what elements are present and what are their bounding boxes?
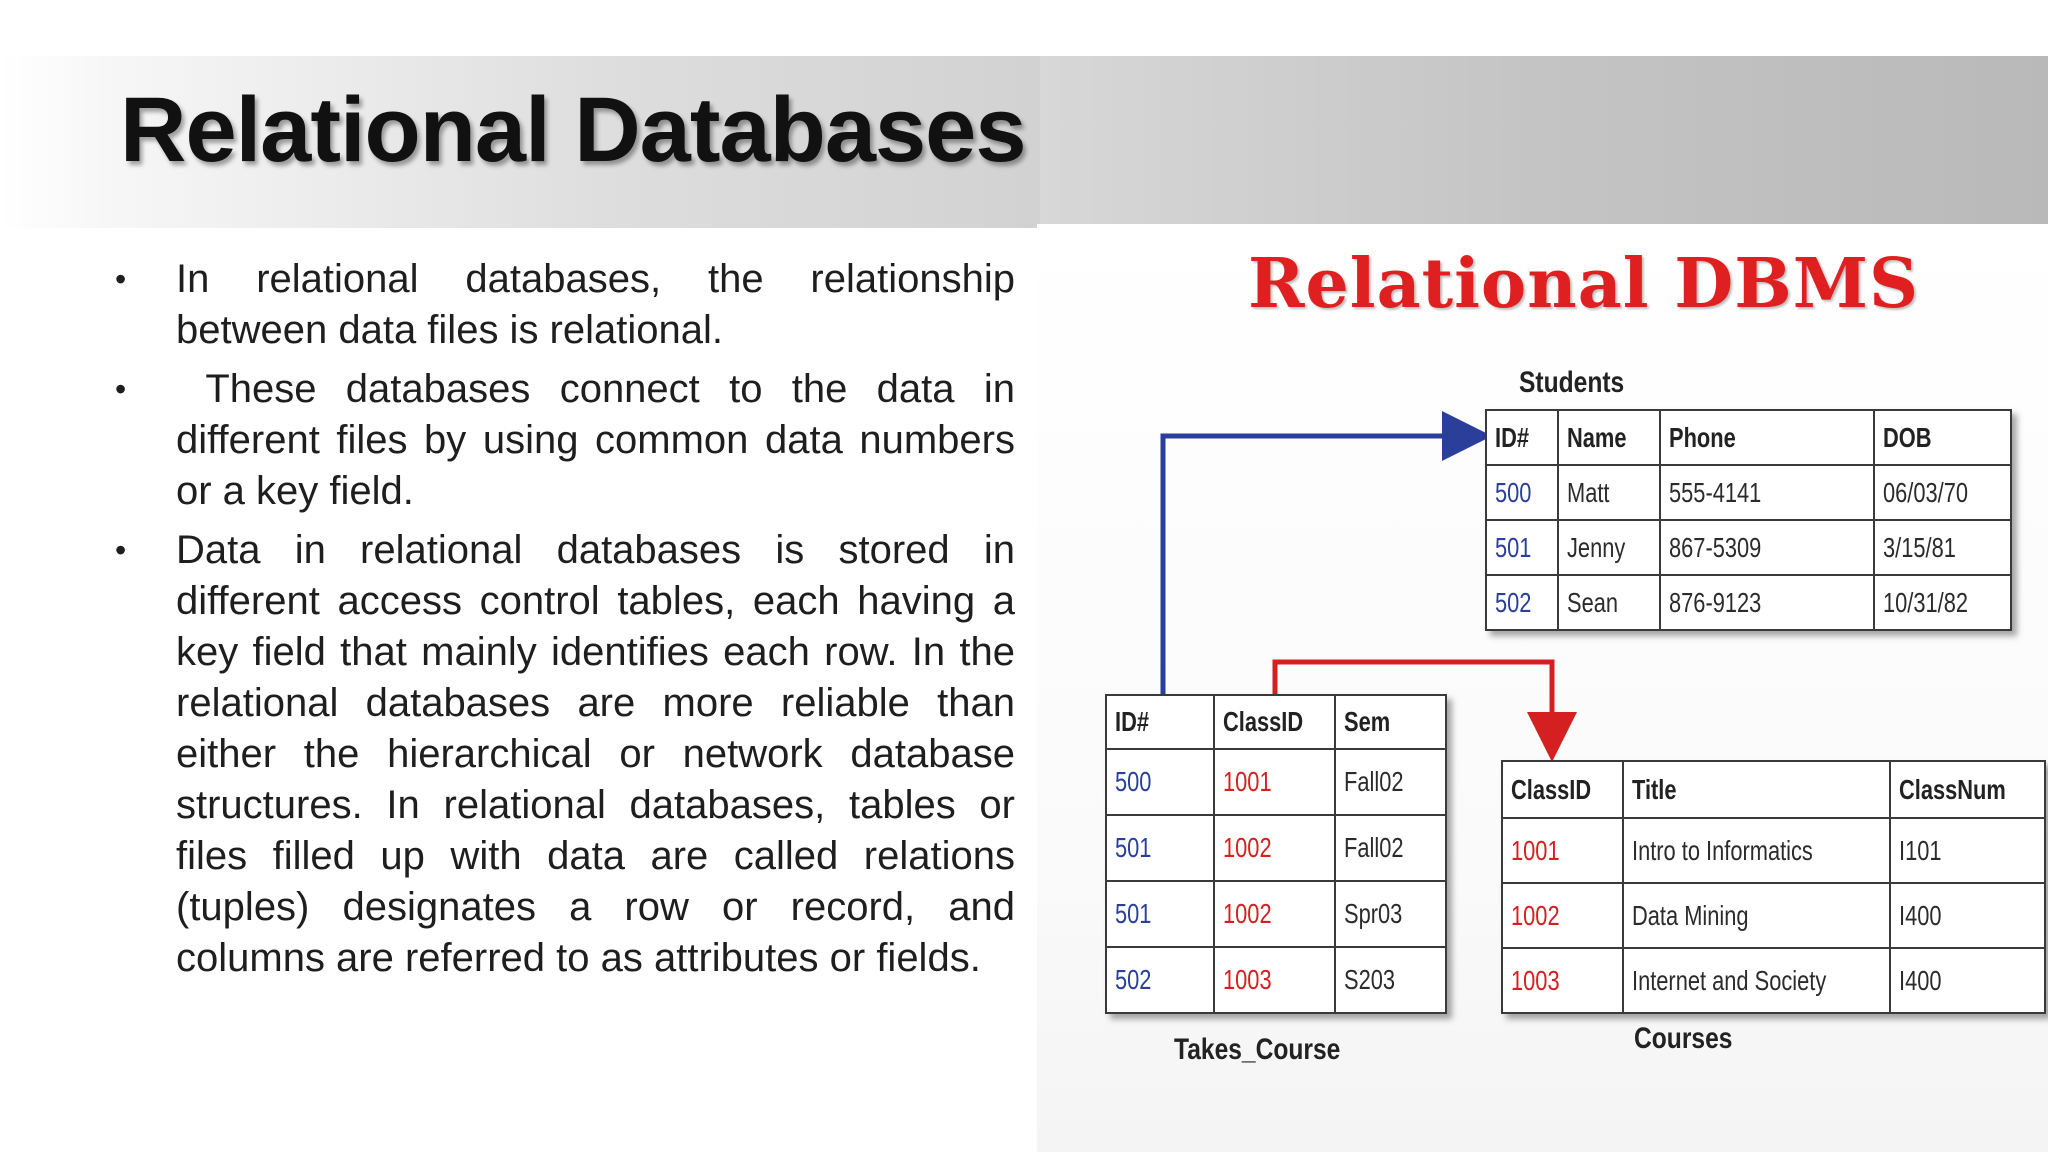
bullet-text: Data in relational databases is stored in different access control tables, each having a key field that mainly identifies each row. In the relational databases are more reliable than either the hierarchical or network database structures. In relational databases, tables or files filled up with data are called relations (tuples) designates a row or record, and columns are referred to as attributes or fields. (176, 528, 1015, 980)
table-row (1106, 749, 1446, 815)
table-header-row (1106, 695, 1446, 749)
table-cell: Matt (1558, 465, 1660, 520)
table-header-row (1502, 761, 2045, 818)
table-cell: 1002 (1502, 883, 1623, 948)
column-header: Sem (1335, 695, 1446, 749)
table-cell: Sean (1558, 575, 1660, 630)
column-header: Title (1623, 761, 1890, 818)
courses-table (1501, 760, 2046, 1014)
table-cell: 10/31/82 (1874, 575, 2011, 630)
bullet-text: In relational databases, the relationship between data files is relational. (176, 257, 1015, 352)
table-cell: 500 (1486, 465, 1558, 520)
column-header: ClassNum (1890, 761, 2045, 818)
takes-course-table (1105, 694, 1447, 1014)
column-header: ID# (1486, 410, 1558, 465)
bullet-dot-icon: • (115, 532, 127, 568)
diagram-title: Relational DBMS (1248, 244, 1920, 324)
table-cell: 1003 (1502, 948, 1623, 1013)
column-header: Name (1558, 410, 1660, 465)
table-cell: I400 (1890, 883, 2045, 948)
table-row (1106, 815, 1446, 881)
column-header: DOB (1874, 410, 2011, 465)
table-cell: 501 (1486, 520, 1558, 575)
table-row (1502, 818, 2045, 883)
table-cell: 501 (1106, 881, 1214, 947)
table-row (1486, 465, 2011, 520)
takes-course-caption: Takes_Course (1174, 1033, 1341, 1066)
table-cell: 501 (1106, 815, 1214, 881)
students-table (1485, 409, 2012, 631)
table-cell: Spr03 (1335, 881, 1446, 947)
table-cell: 3/15/81 (1874, 520, 2011, 575)
table-row (1486, 575, 2011, 630)
courses-caption: Courses (1634, 1022, 1733, 1055)
table-cell: 06/03/70 (1874, 465, 2011, 520)
table-cell: Jenny (1558, 520, 1660, 575)
table-header-row (1486, 410, 2011, 465)
table-cell: Internet and Society (1623, 948, 1890, 1013)
table-cell: 502 (1106, 947, 1214, 1013)
table-cell: Fall02 (1335, 749, 1446, 815)
column-header: ClassID (1214, 695, 1335, 749)
column-header: Phone (1660, 410, 1874, 465)
slide-title: Relational Databases (120, 79, 1026, 181)
table-cell: 1003 (1214, 947, 1335, 1013)
table-cell: Intro to Informatics (1623, 818, 1890, 883)
table-cell: 555-4141 (1660, 465, 1874, 520)
students-caption: Students (1519, 366, 1625, 399)
table-cell: 500 (1106, 749, 1214, 815)
table-row (1502, 948, 2045, 1013)
column-header: ClassID (1502, 761, 1623, 818)
table-cell: Fall02 (1335, 815, 1446, 881)
table-cell: 1001 (1214, 749, 1335, 815)
table-row (1502, 883, 2045, 948)
table-cell: 1001 (1502, 818, 1623, 883)
table-cell: I101 (1890, 818, 2045, 883)
table-cell: 876-9123 (1660, 575, 1874, 630)
column-header: ID# (1106, 695, 1214, 749)
table-row (1106, 881, 1446, 947)
table-cell: 867-5309 (1660, 520, 1874, 575)
table-cell: Data Mining (1623, 883, 1890, 948)
table-cell: 502 (1486, 575, 1558, 630)
table-cell: 1002 (1214, 815, 1335, 881)
table-row (1106, 947, 1446, 1013)
bullet-dot-icon: • (115, 261, 127, 297)
bullet-text: These databases connect to the data in different files by using common data numbers or a key field. (176, 367, 1027, 513)
table-cell: I400 (1890, 948, 2045, 1013)
table-row (1486, 520, 2011, 575)
bullet-dot-icon: • (115, 371, 127, 407)
table-cell: 1002 (1214, 881, 1335, 947)
id-relationship-arrow (1163, 436, 1482, 694)
table-cell: S203 (1335, 947, 1446, 1013)
